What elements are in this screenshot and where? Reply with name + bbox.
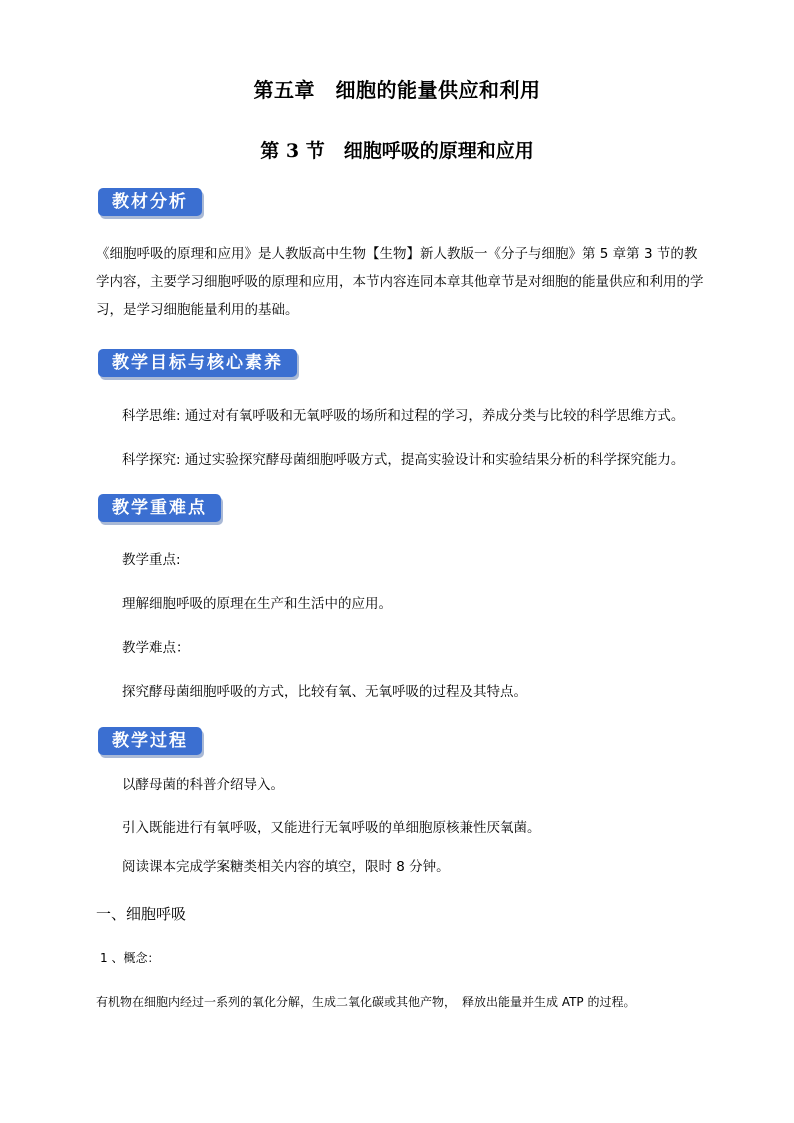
badge-analysis: 教材分析 <box>98 188 202 216</box>
badge-process: 教学过程 <box>98 727 202 755</box>
process-step-1: 以酵母菌的科普介绍导入。 <box>122 777 284 793</box>
concept-definition: 有机物在细胞内经过一系列的氧化分解，生成二氧化碳或其他产物， 释放出能量并生成 ATP 的过程。 <box>96 995 636 1009</box>
difficulty-label: 教学难点： <box>122 640 190 656</box>
focus-text: 理解细胞呼吸的原理在生产和生活中的应用。 <box>122 596 392 612</box>
goal-scientific-inquiry: 科学探究: 通过实验探究酵母菌细胞呼吸方式，提高实验设计和实验结果分析的科学探究能力。 <box>122 452 685 468</box>
goal-scientific-thinking: 科学思维: 通过对有氧呼吸和无氧呼吸的场所和过程的学习，养成分类与比较的科学思维方式。 <box>122 408 685 424</box>
chapter-title: 第五章 细胞的能量供应和利用 <box>253 78 541 102</box>
section-title: 第 3 节 细胞呼吸的原理和应用 <box>260 140 534 162</box>
process-step-3: 阅读课本完成学案糖类相关内容的填空，限时 8 分钟。 <box>122 859 450 875</box>
concept-label: 1 、概念： <box>100 951 160 965</box>
process-step-2: 引入既能进行有氧呼吸，又能进行无氧呼吸的单细胞原核兼性厌氧菌。 <box>122 820 541 836</box>
difficulty-text: 探究酵母菌细胞呼吸的方式，比较有氧、无氧呼吸的过程及其特点。 <box>122 684 527 700</box>
badge-goals: 教学目标与核心素养 <box>98 349 297 377</box>
analysis-paragraph: 《细胞呼吸的原理和应用》是人教版高中生物【生物】新人教版一《分子与细胞》第 5 章第 3 节的教学内容，主要学习细胞呼吸的原理和应用，本节内容连同本章其他章节是对细胞的能量供应和利用的学习，是学习细胞能量利用的基础。 <box>96 246 704 318</box>
part-one-heading: 一、细胞呼吸 <box>96 905 187 923</box>
focus-label: 教学重点: <box>122 552 181 568</box>
badge-key-points: 教学重难点 <box>98 494 221 522</box>
